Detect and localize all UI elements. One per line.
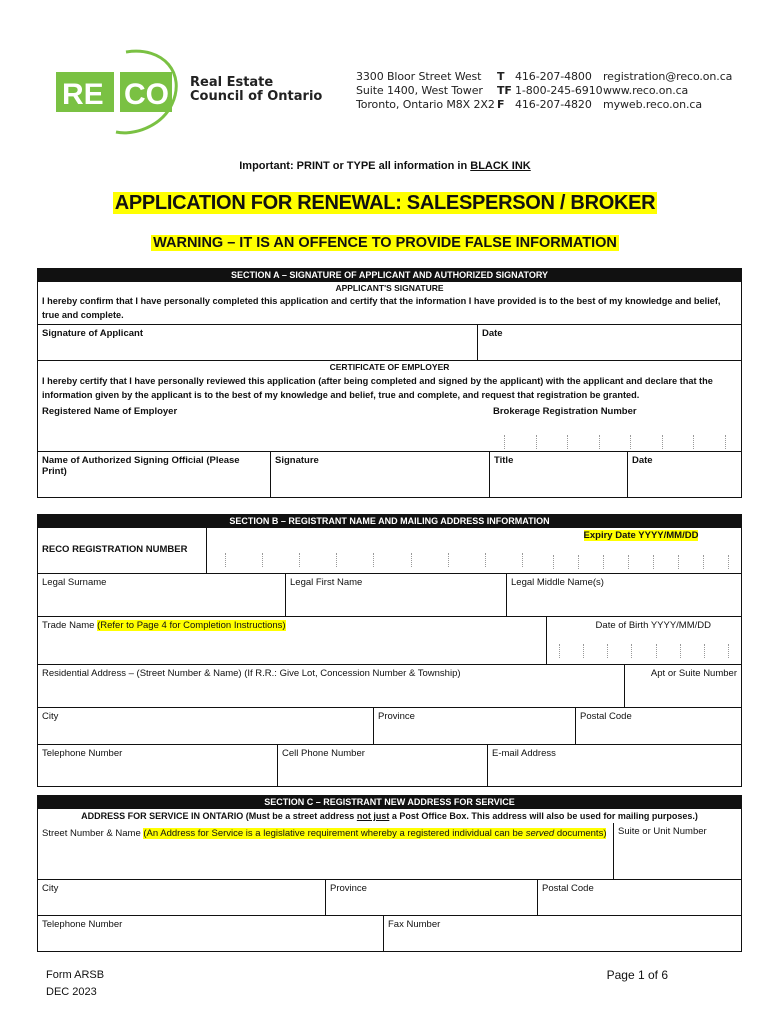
section-a — [37, 268, 742, 498]
applicant-date-field[interactable] — [477, 325, 741, 360]
applicant-date-label: Date — [482, 328, 503, 339]
reco-registration-label-cell — [38, 528, 206, 573]
org-name-line2: Council of Ontario — [190, 89, 323, 104]
phone-tf: 1-800-245-6910 — [515, 84, 603, 97]
warning-banner — [0, 234, 770, 252]
official-date-field[interactable] — [627, 452, 741, 497]
service-suite-field[interactable] — [614, 823, 741, 879]
telephone-label: Telephone Number — [42, 748, 123, 759]
trade-name-label: Trade Name — [42, 620, 98, 631]
page-number: Page 1 of 6 — [606, 968, 668, 982]
postal-code-label: Postal Code — [580, 711, 632, 722]
service-province-label: Province — [330, 883, 367, 894]
official-signature-label: Signature — [275, 455, 319, 466]
digit-ticks — [547, 644, 741, 662]
authorized-official-label: Name of Authorized Signing Official (Please Print) — [42, 455, 240, 477]
section-b — [37, 514, 742, 787]
legal-surname-label: Legal Surname — [42, 577, 107, 588]
org-name — [190, 76, 322, 104]
contact-myweb: myweb.reco.on.ca — [603, 98, 702, 111]
section-c — [37, 795, 742, 952]
address-line1: 3300 Bloor Street West — [356, 70, 482, 83]
date-of-birth-field[interactable] — [546, 617, 741, 664]
phone-label-tf: TF — [497, 84, 512, 97]
employer-statement: I hereby certify that I have personally reviewed this application (after being completed and signed by the applicant) with the applicant and declare that the information given by the applicant is to the best of my knowledge and belief, true and complete, and request that registration be granted. — [42, 376, 713, 400]
section-c-heading: SECTION C – REGISTRANT NEW ADDRESS FOR SERVICE — [38, 796, 741, 809]
svg-text:RE: RE — [62, 78, 104, 111]
phone-label-t: T — [497, 70, 505, 83]
page-title — [0, 192, 770, 215]
legal-surname-field[interactable] — [38, 574, 285, 616]
legal-middle-name-label: Legal Middle Name(s) — [511, 577, 604, 588]
applicant-signature-heading: APPLICANT'S SIGNATURE — [335, 283, 444, 293]
important-emph: BLACK INK — [470, 160, 531, 172]
email-field[interactable] — [487, 745, 741, 786]
digit-ticks — [489, 435, 741, 449]
office-address — [356, 70, 495, 112]
digit-ticks — [541, 555, 741, 571]
form-code: Form ARSB — [46, 969, 105, 981]
phone-numbers — [497, 70, 603, 112]
reco-registration-number-field[interactable] — [206, 528, 541, 573]
service-postal-code-label: Postal Code — [542, 883, 594, 894]
email-label: E-mail Address — [492, 748, 556, 759]
reco-logo — [54, 44, 189, 136]
residential-address-field[interactable] — [38, 665, 624, 707]
signature-of-applicant-field[interactable] — [38, 325, 477, 360]
expiry-date-label: Expiry Date YYYY/MM/DD — [583, 530, 699, 541]
apt-suite-field[interactable] — [624, 665, 741, 707]
applicant-statement: I hereby confirm that I have personally completed this application and certify that the information I have provided is to the best of my knowledge and belief, true and complete. — [42, 296, 721, 320]
web-contacts — [603, 70, 732, 112]
important-note — [0, 160, 770, 172]
legal-first-name-field[interactable] — [285, 574, 506, 616]
date-of-birth-label: Date of Birth YYYY/MM/DD — [595, 620, 711, 631]
service-telephone-field[interactable] — [38, 916, 383, 951]
service-street-field[interactable] — [38, 823, 614, 879]
service-city-field[interactable] — [38, 880, 325, 915]
section-b-heading: SECTION B – REGISTRANT NAME AND MAILING ADDRESS INFORMATION — [38, 515, 741, 528]
form-footer — [46, 967, 104, 1001]
certificate-of-employer-heading: CERTIFICATE OF EMPLOYER — [329, 362, 450, 372]
registered-employer-name-label: Registered Name of Employer — [42, 406, 178, 417]
svg-text:CO: CO — [124, 78, 169, 111]
service-street-label: Street Number & Name — [42, 828, 144, 839]
cell-phone-label: Cell Phone Number — [282, 748, 365, 759]
important-prefix: Important: PRINT or TYPE all information in — [239, 160, 471, 172]
service-telephone-label: Telephone Number — [42, 919, 123, 930]
address-line2: Suite 1400, West Tower — [356, 84, 483, 97]
province-label: Province — [378, 711, 415, 722]
authorized-official-field[interactable] — [38, 452, 270, 497]
service-street-note-a: (An Address for Service is a legislative requirement whereby a registered individual can be — [143, 828, 526, 839]
postal-code-field[interactable] — [575, 708, 741, 744]
trade-name-note: (Refer to Page 4 for Completion Instructions) — [97, 620, 286, 631]
registered-employer-name-field[interactable] — [38, 403, 489, 451]
province-field[interactable] — [373, 708, 575, 744]
notice-post: a Post Office Box. This address will also be used for mailing purposes.) — [389, 811, 698, 821]
cell-phone-field[interactable] — [277, 745, 487, 786]
city-field[interactable] — [38, 708, 373, 744]
form-date: DEC 2023 — [46, 986, 97, 998]
phone-t: 416-207-4800 — [515, 70, 592, 83]
signature-of-applicant-label: Signature of Applicant — [42, 328, 143, 339]
service-city-label: City — [42, 883, 59, 894]
residential-address-label: Residential Address – (Street Number & Name) (If R.R.: Give Lot, Concession Number & Township) — [42, 668, 461, 679]
phone-label-f: F — [497, 98, 505, 111]
contact-email: registration@reco.on.ca — [603, 70, 733, 83]
brokerage-registration-field[interactable] — [489, 403, 741, 451]
service-fax-label: Fax Number — [388, 919, 441, 930]
notice-pre: ADDRESS FOR SERVICE IN ONTARIO (Must be a street address — [81, 811, 357, 821]
official-title-field[interactable] — [489, 452, 627, 497]
warning-text: WARNING – IT IS AN OFFENCE TO PROVIDE FALSE INFORMATION — [153, 235, 617, 251]
official-title-label: Title — [494, 455, 514, 466]
address-line3: Toronto, Ontario M8X 2X2 — [356, 98, 495, 111]
apt-suite-label: Apt or Suite Number — [650, 668, 737, 679]
brokerage-registration-label: Brokerage Registration Number — [493, 406, 637, 417]
service-province-field[interactable] — [325, 880, 537, 915]
section-a-heading: SECTION A – SIGNATURE OF APPLICANT AND AUTHORIZED SIGNATORY — [38, 269, 741, 282]
city-label: City — [42, 711, 59, 722]
digit-ticks — [207, 553, 541, 571]
trade-name-field[interactable] — [38, 617, 546, 664]
telephone-field[interactable] — [38, 745, 277, 786]
legal-first-name-label: Legal First Name — [290, 577, 363, 588]
expiry-date-field[interactable] — [541, 528, 741, 573]
service-fax-field[interactable] — [383, 916, 741, 951]
org-name-line1: Real Estate — [190, 75, 274, 90]
phone-f: 416-207-4820 — [515, 98, 592, 111]
contact-website: www.reco.on.ca — [603, 84, 689, 97]
address-for-service-notice — [38, 809, 741, 823]
service-suite-label: Suite or Unit Number — [618, 826, 707, 837]
legal-middle-name-field[interactable] — [506, 574, 741, 616]
service-street-note-served: served — [525, 828, 555, 839]
official-signature-field[interactable] — [270, 452, 489, 497]
reco-registration-label: RECO REGISTRATION NUMBER — [42, 544, 188, 555]
service-street-note-b: documents) — [554, 828, 607, 839]
service-postal-code-field[interactable] — [537, 880, 741, 915]
official-date-label: Date — [632, 455, 653, 466]
notice-underline: not just — [356, 811, 390, 821]
title-text: APPLICATION FOR RENEWAL: SALESPERSON / BROKER — [114, 192, 656, 214]
